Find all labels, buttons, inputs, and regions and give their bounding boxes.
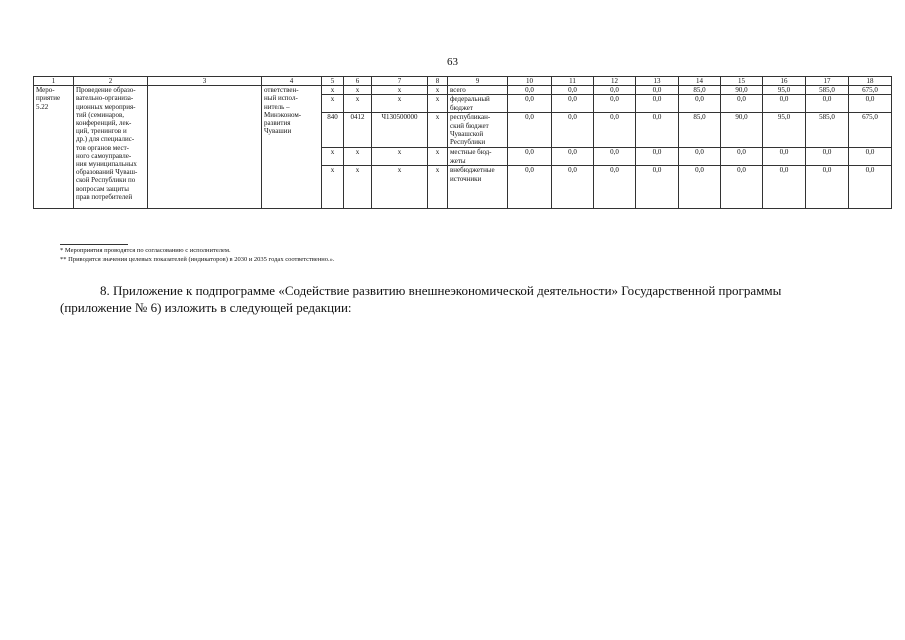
header-cell: 11 (552, 77, 594, 86)
value-cell: 0,0 (594, 95, 636, 113)
value-cell: 0,0 (552, 95, 594, 113)
cell-col6: x (344, 95, 372, 113)
header-cell: 17 (806, 77, 849, 86)
funding-source: республикан- ский бюджет Чувашской Республики (448, 113, 508, 148)
value-cell: 0,0 (806, 95, 849, 113)
value-cell: 585,0 (806, 86, 849, 95)
value-cell: 0,0 (806, 166, 849, 209)
header-cell: 7 (372, 77, 428, 86)
value-cell: 85,0 (679, 113, 721, 148)
value-cell: 90,0 (721, 113, 763, 148)
header-cell: 12 (594, 77, 636, 86)
value-cell: 0,0 (594, 148, 636, 166)
value-cell: 0,0 (594, 166, 636, 209)
cell-col5: x (322, 86, 344, 95)
value-cell: 675,0 (849, 113, 892, 148)
value-cell: 0,0 (508, 95, 552, 113)
value-cell: 0,0 (594, 113, 636, 148)
footnote-divider (60, 244, 128, 245)
value-cell: 585,0 (806, 113, 849, 148)
value-cell: 0,0 (806, 148, 849, 166)
value-cell: 85,0 (679, 86, 721, 95)
header-cell: 3 (148, 77, 262, 86)
header-cell: 18 (849, 77, 892, 86)
cell-col8: x (428, 148, 448, 166)
value-cell: 0,0 (763, 166, 806, 209)
header-cell: 15 (721, 77, 763, 86)
funding-source: федеральный бюджет (448, 95, 508, 113)
header-cell: 2 (74, 77, 148, 86)
cell-col8: x (428, 166, 448, 209)
value-cell: 0,0 (636, 166, 679, 209)
value-cell: 90,0 (721, 86, 763, 95)
measure-code: Меро- приятие 5.22 (34, 86, 74, 209)
value-cell: 0,0 (636, 113, 679, 148)
measure-name: Проведение образо- вательно-организа- ционных мероприя- тий (семинаров, конференций, лек- ций, тренингов и др.) для специалис- тов органов мест- ного самоуправле- ния муниципальных образований Чуваш- ской Республики по вопросам защиты прав потребителей (74, 86, 148, 209)
value-cell: 0,0 (763, 148, 806, 166)
value-cell: 0,0 (849, 148, 892, 166)
value-cell: 0,0 (552, 113, 594, 148)
cell-col6: 0412 (344, 113, 372, 148)
value-cell: 0,0 (636, 86, 679, 95)
header-cell: 5 (322, 77, 344, 86)
header-cell: 4 (262, 77, 322, 86)
value-cell: 0,0 (849, 95, 892, 113)
value-cell: 0,0 (552, 166, 594, 209)
funding-source: всего (448, 86, 508, 95)
cell-col8: x (428, 86, 448, 95)
cell-col6: x (344, 148, 372, 166)
footnote-2: ** Приводятся значения целевых показателей (индикаторов) в 2030 и 2035 годах соответственно.». (60, 256, 335, 263)
cell-col8: x (428, 113, 448, 148)
header-cell: 8 (428, 77, 448, 86)
cell-col7: x (372, 148, 428, 166)
value-cell: 0,0 (508, 148, 552, 166)
header-cell: 1 (34, 77, 74, 86)
value-cell: 0,0 (508, 86, 552, 95)
value-cell: 0,0 (721, 95, 763, 113)
table-header-row (34, 77, 892, 86)
value-cell: 0,0 (636, 95, 679, 113)
value-cell: 0,0 (508, 166, 552, 209)
value-cell: 0,0 (552, 148, 594, 166)
value-cell: 0,0 (552, 86, 594, 95)
funding-source: местные бюд- жеты (448, 148, 508, 166)
cell-col6: x (344, 86, 372, 95)
value-cell: 0,0 (679, 148, 721, 166)
value-cell: 0,0 (849, 166, 892, 209)
value-cell: 0,0 (721, 166, 763, 209)
cell-col7: Ч130500000 (372, 113, 428, 148)
measure-executor: ответствен- ный испол- нитель – Минэконом- развития Чувашии (262, 86, 322, 209)
value-cell: 0,0 (636, 148, 679, 166)
value-cell: 0,0 (763, 95, 806, 113)
cell-col8: x (428, 95, 448, 113)
header-cell: 14 (679, 77, 721, 86)
cell-col5: x (322, 166, 344, 209)
header-cell: 6 (344, 77, 372, 86)
program-table (33, 76, 892, 209)
value-cell: 0,0 (594, 86, 636, 95)
value-cell: 0,0 (679, 95, 721, 113)
value-cell: 0,0 (508, 113, 552, 148)
header-cell: 10 (508, 77, 552, 86)
footnotes (60, 246, 335, 264)
funding-source: внебюджетные источники (448, 166, 508, 209)
value-cell: 0,0 (721, 148, 763, 166)
cell-col7: x (372, 166, 428, 209)
amendment-paragraph: 8. Приложение к подпрограмме «Содействие развитию внешнеэкономической деятельности» Государственной программы (приложение № 6) изложить в следующей редакции: (60, 283, 782, 315)
cell-col5: x (322, 148, 344, 166)
value-cell: 95,0 (763, 113, 806, 148)
value-cell: 675,0 (849, 86, 892, 95)
measure-col3 (148, 86, 262, 209)
value-cell: 95,0 (763, 86, 806, 95)
header-cell: 13 (636, 77, 679, 86)
page-number: 63 (447, 56, 458, 68)
table-row (34, 86, 892, 95)
footnote-1: * Мероприятия проводятся по согласованию с исполнителем. (60, 247, 231, 254)
header-cell: 9 (448, 77, 508, 86)
cell-col7: x (372, 86, 428, 95)
value-cell: 0,0 (679, 166, 721, 209)
cell-col5: 840 (322, 113, 344, 148)
header-cell: 16 (763, 77, 806, 86)
cell-col7: x (372, 95, 428, 113)
cell-col6: x (344, 166, 372, 209)
cell-col5: x (322, 95, 344, 113)
